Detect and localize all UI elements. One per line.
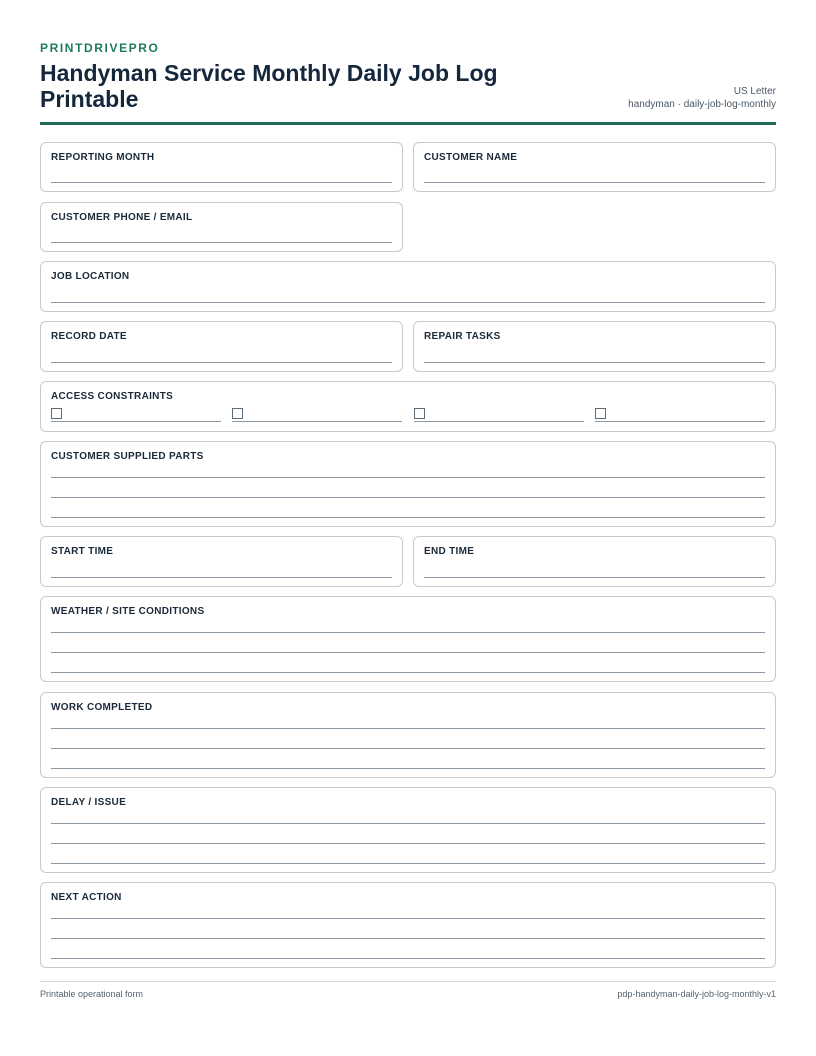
field-label: JOB LOCATION [51,271,130,282]
write-line [51,958,765,959]
checkbox-option[interactable] [595,407,765,422]
paper-size: US Letter [733,86,776,97]
write-line [51,632,765,633]
field-label: CUSTOMER PHONE / EMAIL [51,212,193,223]
weather-site-conditions-field[interactable] [40,596,776,682]
next-action-field[interactable] [40,882,776,968]
write-line [424,577,765,578]
field-label: RECORD DATE [51,331,127,342]
write-line [51,728,765,729]
customer-contact-field[interactable] [40,202,403,252]
brand-name: PRINTDRIVEPRO [40,41,160,55]
checkbox-icon[interactable] [51,408,62,419]
checkbox-icon[interactable] [595,408,606,419]
footer-rule [40,981,776,982]
field-label: CUSTOMER SUPPLIED PARTS [51,451,204,462]
form-page [40,0,776,1056]
field-label: START TIME [51,546,114,557]
start-time-field[interactable] [40,536,403,587]
write-line [51,938,765,939]
write-line [424,182,765,183]
write-line [51,843,765,844]
page-title: Handyman Service Monthly Daily Job Log Printable [40,60,498,112]
field-label: ACCESS CONSTRAINTS [51,391,174,402]
field-label: WORK COMPLETED [51,702,153,713]
write-line [424,362,765,363]
repair-tasks-field[interactable] [413,321,776,372]
write-line [51,477,765,478]
field-label: END TIME [424,546,475,557]
checkbox-option[interactable] [414,407,584,422]
checkbox-icon[interactable] [414,408,425,419]
field-label: DELAY / ISSUE [51,797,127,808]
write-line [51,768,765,769]
header-meta [628,85,776,111]
job-location-field[interactable] [40,261,776,312]
delay-issue-field[interactable] [40,787,776,873]
customer-supplied-parts-field[interactable] [40,441,776,527]
field-label: REPAIR TASKS [424,331,501,342]
field-label: WEATHER / SITE CONDITIONS [51,606,205,617]
footer-doc-id: pdp-handyman-daily-job-log-monthly-v1 [617,989,776,999]
write-line [51,823,765,824]
footer-left-text: Printable operational form [40,989,144,999]
header-rule [40,122,776,125]
write-line [51,918,765,919]
access-constraints-field [40,381,776,432]
field-label: REPORTING MONTH [51,152,155,163]
checkbox-option[interactable] [232,407,402,422]
work-completed-field[interactable] [40,692,776,778]
write-line [51,182,392,183]
write-line [51,748,765,749]
write-line [51,302,765,303]
write-line [51,362,392,363]
write-line [51,517,765,518]
checkbox-group [51,407,765,423]
write-line [51,242,392,243]
customer-name-field[interactable] [413,142,776,192]
write-line [51,577,392,578]
doc-path: handyman · daily-job-log-monthly [628,99,776,110]
write-line [51,652,765,653]
checkbox-option[interactable] [51,407,221,422]
field-label: CUSTOMER NAME [424,152,518,163]
write-line [51,863,765,864]
field-label: NEXT ACTION [51,892,122,903]
write-line [51,672,765,673]
write-line [51,497,765,498]
checkbox-icon[interactable] [232,408,243,419]
reporting-month-field[interactable] [40,142,403,192]
end-time-field[interactable] [413,536,776,587]
record-date-field[interactable] [40,321,403,372]
